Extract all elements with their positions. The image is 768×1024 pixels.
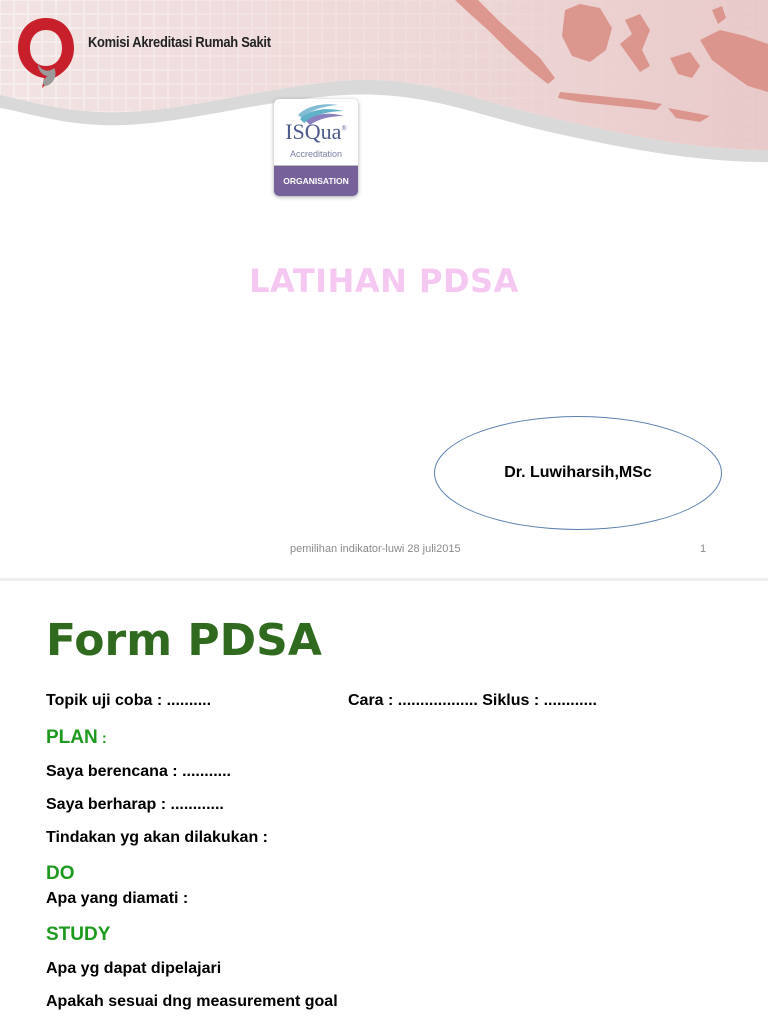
header-map-banner [0,0,768,170]
presenter-oval [434,416,722,530]
do-heading: DO [46,863,75,884]
study-line-1: Apa yg dapat dipelajari [46,960,222,977]
slide-title: LATIHAN PDSA [249,262,519,300]
isqua-accreditation-label: Accreditation [289,149,343,159]
page-number: 1 [700,543,707,555]
slide-footer: pemilihan indikator-luwi 28 juli2015 [290,543,461,555]
plan-line-2: Saya berharap : ............ [46,796,224,813]
kars-org-name: Komisi Akreditasi Rumah Sakit [88,34,271,51]
isqua-logo-text: ISQua® [285,119,347,144]
isqua-accreditation-badge [274,99,358,196]
isqua-organisation-label: ORGANISATION [274,166,358,196]
plan-heading: PLAN : [46,727,107,748]
study-line-2: Apakah sesuai dng measurement goal [46,993,338,1010]
do-line-1: Apa yang diamati : [46,890,189,907]
form-slide [0,581,768,1024]
form-title: Form PDSA [46,615,322,666]
study-heading: STUDY [46,924,111,945]
cara-siklus-line: Cara : .................. Siklus : ............ [348,692,597,709]
kars-logo-icon [14,14,78,98]
presenter-name: Dr. Luwiharsih,MSc [504,464,652,481]
plan-line-3: Tindakan yg akan dilakukan : [46,829,268,846]
plan-line-1: Saya berencana : ........... [46,763,231,780]
plan-colon: : [97,730,107,747]
topik-line: Topik uji coba : .......... [46,692,212,709]
registered-mark: ® [341,124,347,133]
